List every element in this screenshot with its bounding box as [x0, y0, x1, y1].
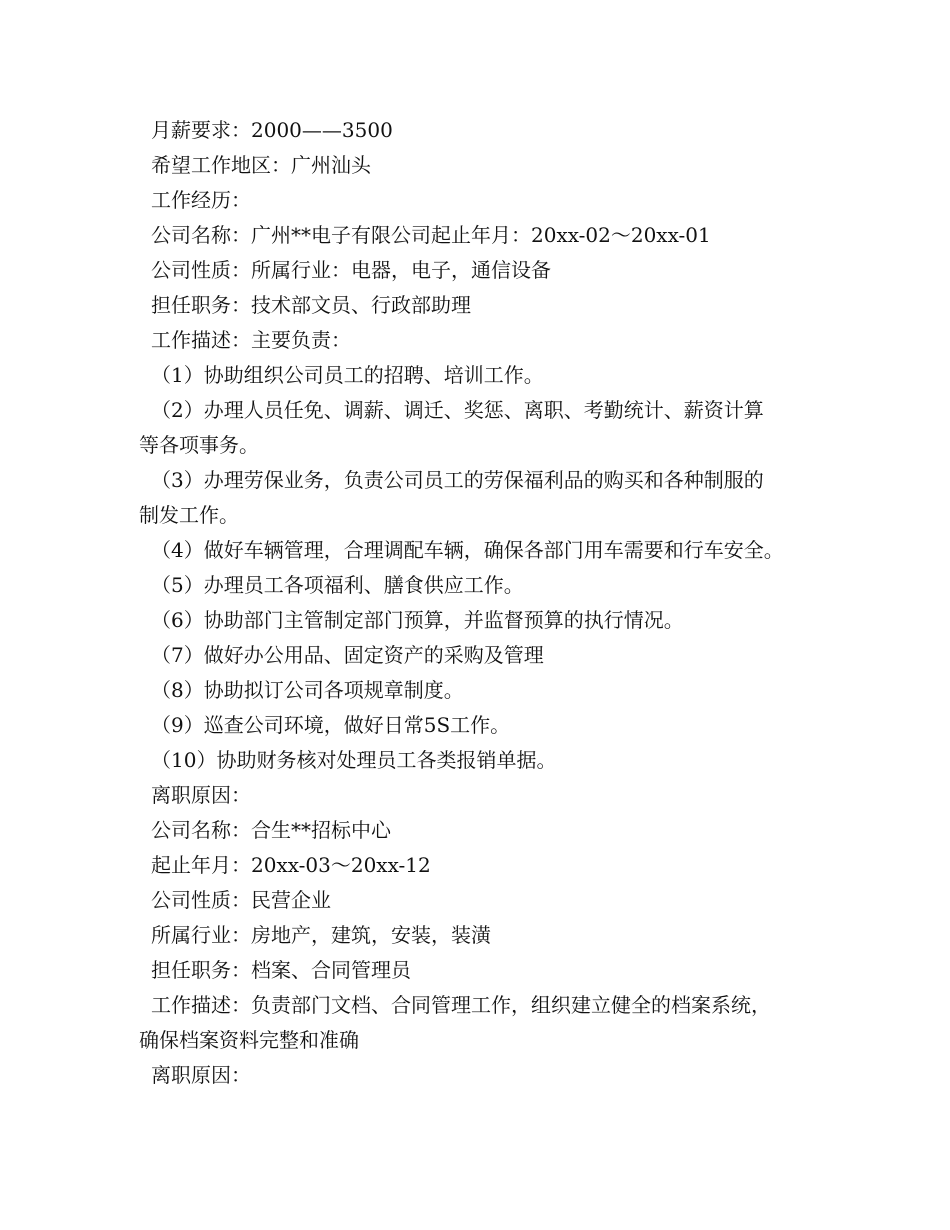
- duty-item-3-continued: 制发工作。: [139, 503, 239, 527]
- duty-item-2: （2）办理人员任免、调薪、调迁、奖惩、离职、考勤统计、薪资计算: [151, 398, 764, 422]
- duty-item-6: （6）协助部门主管制定部门预算，并监督预算的执行情况。: [151, 608, 684, 632]
- duty-item-5: （5）办理员工各项福利、膳食供应工作。: [151, 573, 524, 597]
- job-description-line: 工作描述：主要负责：: [151, 328, 351, 352]
- position-line-2: 担任职务：档案、合同管理员: [151, 958, 411, 982]
- company-nature-line: 公司性质：所属行业：电器，电子，通信设备: [151, 258, 551, 282]
- duty-item-10: （10）协助财务核对处理员工各类报销单据。: [151, 748, 557, 772]
- duty-item-2-continued: 等各项事务。: [139, 433, 259, 457]
- leave-reason-line-2: 离职原因：: [151, 1063, 251, 1087]
- duty-item-8: （8）协助拟订公司各项规章制度。: [151, 678, 464, 702]
- job-description-line-2-continued: 确保档案资料完整和准确: [139, 1028, 359, 1052]
- duty-item-9: （9）巡查公司环境，做好日常5S工作。: [151, 713, 511, 737]
- duty-item-4: （4）做好车辆管理，合理调配车辆，确保各部门用车需要和行车安全。: [151, 538, 784, 562]
- company-name-line-2: 公司名称：合生**招标中心: [151, 818, 391, 842]
- desired-location-line: 希望工作地区：广州汕头: [151, 153, 371, 177]
- company-nature-line-2: 公司性质：民营企业: [151, 888, 331, 912]
- job-description-line-2: 工作描述：负责部门文档、合同管理工作，组织建立健全的档案系统，: [151, 993, 771, 1017]
- position-line: 担任职务：技术部文员、行政部助理: [151, 293, 471, 317]
- date-range-line-2: 起止年月：20xx-03～20xx-12: [151, 853, 431, 877]
- salary-requirement-line: 月薪要求：2000——3500: [151, 118, 393, 142]
- duty-item-3: （3）办理劳保业务，负责公司员工的劳保福利品的购买和各种制服的: [151, 468, 764, 492]
- company-name-line: 公司名称：广州**电子有限公司起止年月：20xx-02～20xx-01: [151, 223, 711, 247]
- duty-item-7: （7）做好办公用品、固定资产的采购及管理: [151, 643, 544, 667]
- industry-line-2: 所属行业：房地产，建筑，安装，装潢: [151, 923, 491, 947]
- duty-item-1: （1）协助组织公司员工的招聘、培训工作。: [151, 363, 544, 387]
- document-body: [139, 113, 839, 1093]
- leave-reason-line: 离职原因：: [151, 783, 251, 807]
- work-experience-heading: 工作经历：: [151, 188, 251, 212]
